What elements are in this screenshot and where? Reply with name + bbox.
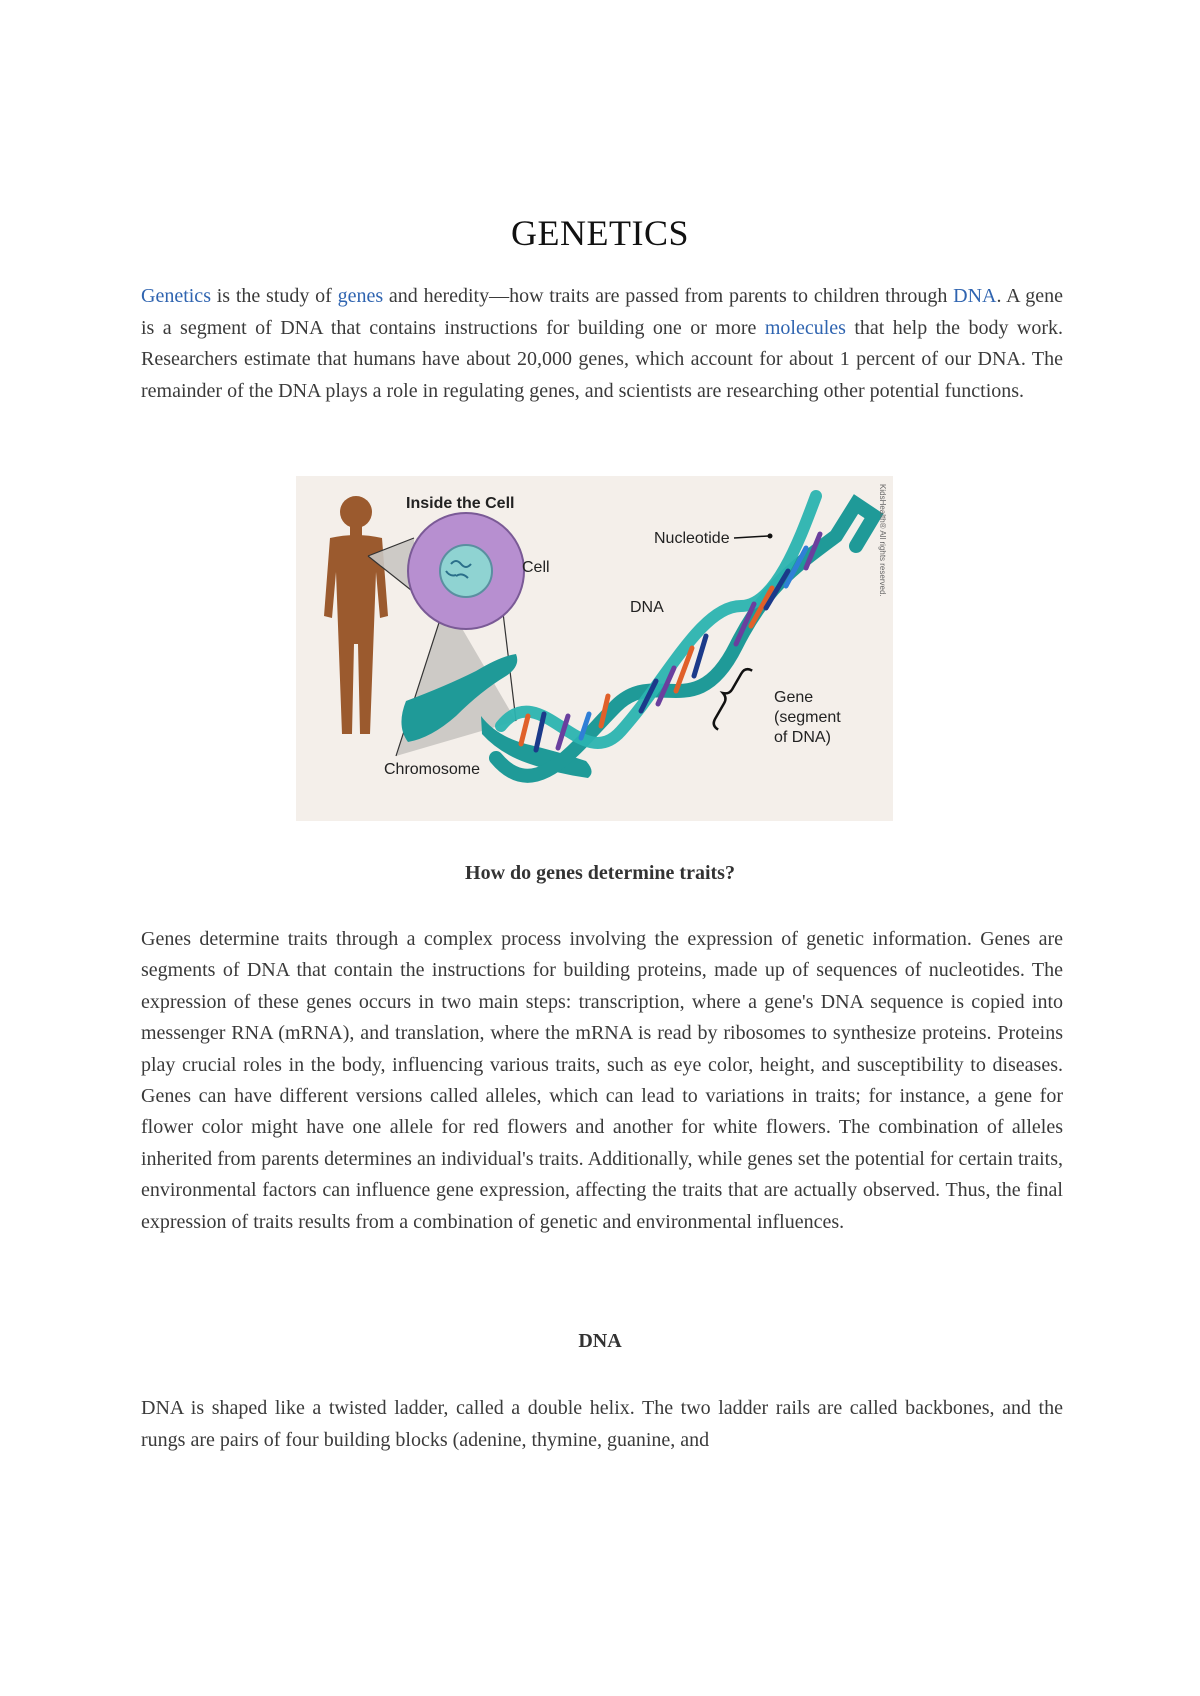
gene-label-line-2: (segment xyxy=(774,709,841,726)
genetics-link[interactable]: Genetics xyxy=(141,285,211,307)
inside-the-cell-label: Inside the Cell xyxy=(406,495,515,512)
cell-icon xyxy=(408,513,524,629)
traits-paragraph: Genes determine traits through a complex process involving the expression of genetic information. Genes are segments of DNA that contain the instructions for building proteins, made up of sequences of nucleotides. The expression of these genes occurs in two main steps: transcription, where a gene's DNA sequence is copied into messenger RNA (mRNA), and translation, where the mRNA is read by ribosomes to synthesize proteins. Proteins play crucial roles in the body, influencing various traits, such as eye color, height, and susceptibility to diseases. Genes can have different versions called alleles, which can lead to variations in traits; for instance, a gene for flower color might have one allele for red flowers and another for white flowers. The combination of alleles inherited from parents determines an individual's traits. Additionally, while genes set the potential for certain traits, environmental factors can influence gene expression, affecting the traits that are actually observed. Thus, the final expression of traits results from a combination of genetic and environmental influences. xyxy=(141,928,1063,1233)
dna-link[interactable]: DNA xyxy=(953,285,997,307)
intro-text-4: that help the body work. Researchers estimate that humans have about 20,000 genes, which account for about 1 percent of our DNA. The remainder of the DNA plays a role in regulating genes, and scientists are researching other potential functions. xyxy=(141,316,1063,402)
intro-text-1: is the study of xyxy=(210,285,338,307)
cell-label: Cell xyxy=(522,559,550,576)
chromosome-label: Chromosome xyxy=(384,761,481,778)
dna-label: DNA xyxy=(630,599,664,616)
gene-label-line-3: of DNA) xyxy=(774,729,831,746)
genes-link[interactable]: genes xyxy=(337,285,384,307)
section-heading-dna: DNA xyxy=(578,1330,622,1352)
molecules-link[interactable]: molecules xyxy=(764,316,846,339)
intro-paragraph xyxy=(141,281,1063,407)
intro-text-3: . A gene is a segment of DNA that contains instructions for building one or more xyxy=(141,285,1063,339)
page-title: GENETICS xyxy=(511,213,689,253)
section-heading-traits: How do genes determine traits? xyxy=(465,862,735,884)
nucleotide-label: Nucleotide xyxy=(654,530,730,547)
image-credit: KidsHealth® All rights reserved. xyxy=(878,484,887,597)
intro-text-2: and heredity—how traits are passed from parents to children through xyxy=(383,285,954,307)
dna-paragraph: DNA is shaped like a twisted ladder, called a double helix. The two ladder rails are called backbones, and the rungs are pairs of four building blocks (adenine, thymine, guanine, and xyxy=(141,1397,1063,1451)
human-body-icon xyxy=(324,496,388,734)
inside-the-cell-illustration xyxy=(296,476,893,821)
gene-label-line-1: Gene xyxy=(774,689,814,706)
